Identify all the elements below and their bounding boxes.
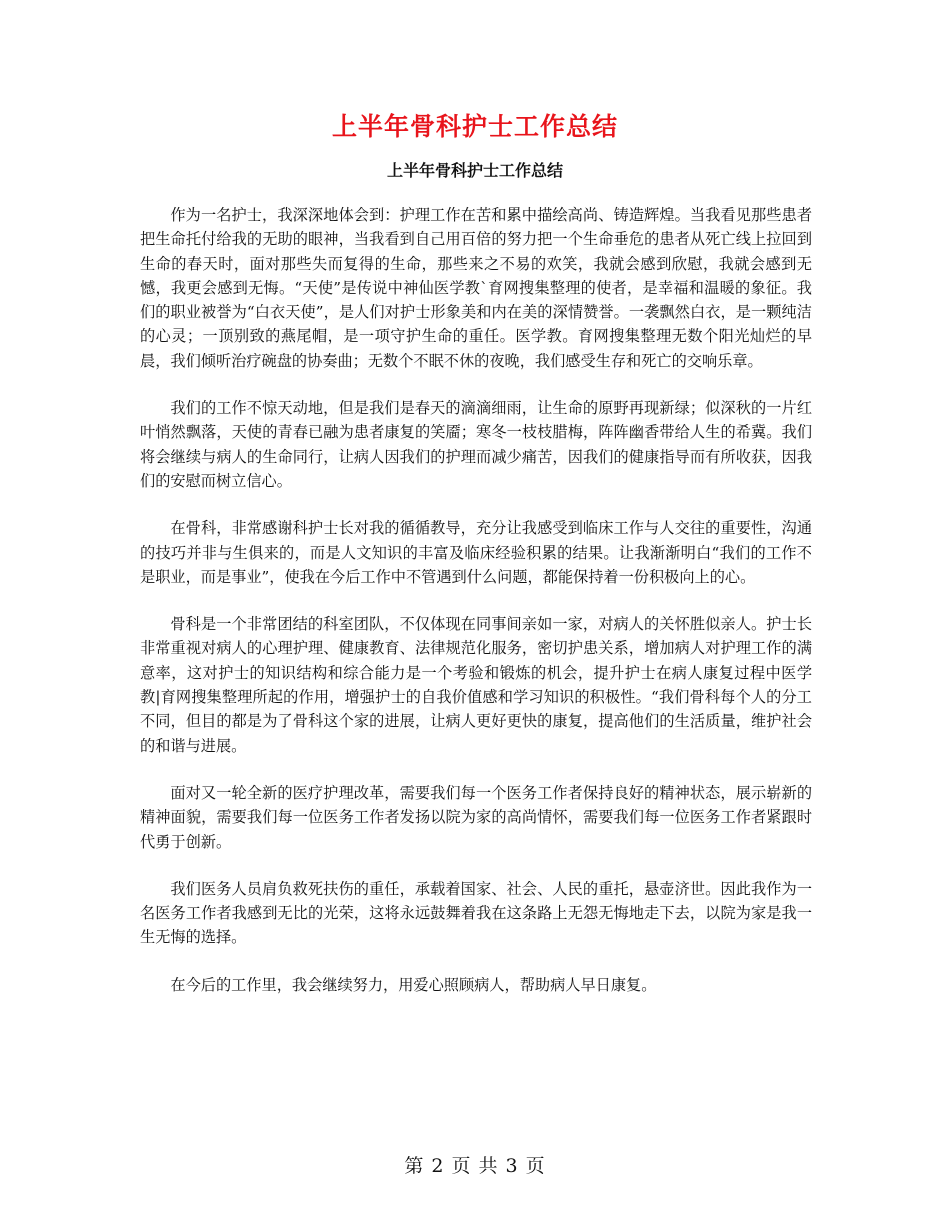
paragraph: 我们的工作不惊天动地，但是我们是春天的滴滴细雨，让生命的原野再现新绿；似深秋的一片红叶悄然飘落，天使的青春已融为患者康复的笑靥；寒冬一枝枝腊梅，阵阵幽香带给人生的希冀。我们将会继续与病人的生命同行，让病人因我们的护理而减少痛苦，因我们的健康指导而有所收获，因我们的安慰而树立信心。 xyxy=(140,399,812,490)
paragraph: 我们医务人员肩负救死扶伤的重任，承载着国家、社会、人民的重托，悬壶济世。因此我作为一名医务工作者我感到无比的光荣，这将永远鼓舞着我在这条路上无怨无悔地走下去，以院为家是我一生无悔的选择。 xyxy=(140,879,812,947)
paragraph: 在今后的工作里，我会继续努力，用爱心照顾病人，帮助病人早日康复。 xyxy=(170,975,657,994)
document-body xyxy=(140,203,812,1020)
document-title: 上半年骨科护士工作总结 xyxy=(331,112,618,141)
paragraph: 骨科是一个非常团结的科室团队，不仅体现在同事间亲如一家，对病人的关怀胜似亲人。护士长非常重视对病人的心理护理、健康教育、法律规范化服务，密切护患关系，增加病人对护理工作的满意率，这对护士的知识结构和综合能力是一个考验和锻炼的机会，提升护士在病人康复过程中医学教|育网搜集整理所起的作用，增强护士的自我价值感和学习知识的积极性。“我们骨科每个人的分工不同，但目的都是为了骨科这个家的进展，让病人更好更快的康复，提高他们的生活质量，维护社会的和谐与进展。 xyxy=(140,615,812,755)
paragraph: 作为一名护士，我深深地体会到：护理工作在苦和累中描绘高尚、铸造辉煌。当我看见那些患者把生命托付给我的无助的眼神，当我看到自己用百倍的努力把一个生命垂危的患者从死亡线上拉回到生命的春天时，面对那些失而复得的生命，那些来之不易的欢笑，我就会感到欣慰，我就会感到无憾，我更会感到无悔。“天使”是传说中神仙医学教`育网搜集整理的使者，是幸福和温暖的象征。我们的职业被誉为“白衣天使”，是人们对护士形象美和内在美的深情赞誉。一袭飘然白衣，是一颗纯洁的心灵；一顶别致的燕尾帽，是一项守护生命的重任。医学教。育网搜集整理无数个阳光灿烂的早晨，我们倾听治疗碗盘的协奏曲；无数个不眠不休的夜晚，我们感受生存和死亡的交响乐章。 xyxy=(140,206,812,370)
paragraph: 在骨科，非常感谢科护士长对我的循循教导，充分让我感受到临床工作与人交往的重要性，沟通的技巧并非与生俱来的，而是人文知识的丰富及临床经验积累的结果。让我渐渐明白“我们的工作不是职业，而是事业”，使我在今后工作中不管遇到什么问题，都能保持着一份积极向上的心。 xyxy=(140,519,812,586)
document-subtitle: 上半年骨科护士工作总结 xyxy=(386,161,563,180)
paragraph: 面对又一轮全新的医疗护理改革，需要我们每一个医务工作者保持良好的精神状态，展示崭新的精神面貌，需要我们每一位医务工作者发扬以院为家的高尚情怀，需要我们每一位医务工作者紧跟时代勇于创新。 xyxy=(140,783,812,851)
page-number: 第 2 页 共 3 页 xyxy=(404,1155,546,1177)
